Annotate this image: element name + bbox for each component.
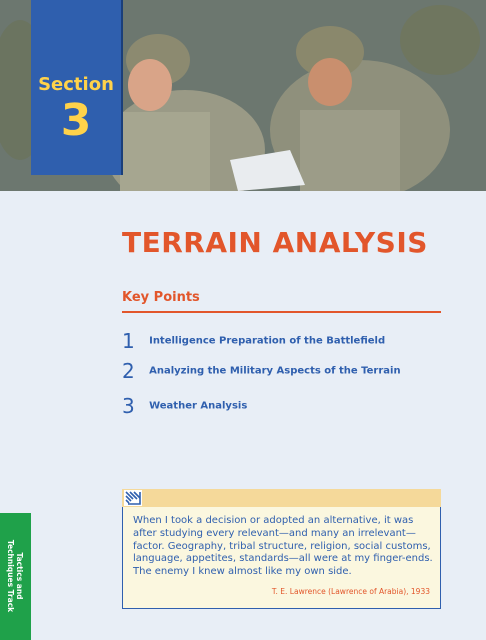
key-point-number: 2 bbox=[122, 359, 135, 383]
quote-attribution: T. E. Lawrence (Lawrence of Arabia), 1933 bbox=[271, 587, 430, 596]
section-box bbox=[31, 0, 123, 175]
section-number: 3 bbox=[60, 95, 92, 146]
quote-icon bbox=[124, 490, 142, 506]
side-tab bbox=[0, 513, 31, 640]
quote-header-bar bbox=[122, 489, 441, 507]
page-title: TERRAIN ANALYSIS bbox=[122, 226, 428, 259]
key-point-number: 1 bbox=[122, 329, 135, 353]
key-point-text: Analyzing the Military Aspects of the Terrain bbox=[149, 365, 401, 377]
key-point-text: Intelligence Preparation of the Battlefield bbox=[149, 335, 386, 347]
key-point-item bbox=[122, 329, 385, 353]
quote-text: When I took a decision or adopted an alternative, it was after studying every relevant—and many an irrelevant—factor. Geography, tribal structure, religion, social customs, language, appetites, standards—all were at my finger-ends. The enemy I knew almost like my own side. bbox=[133, 515, 433, 578]
side-tab-line1: Tactics and bbox=[15, 552, 24, 600]
side-tab-label bbox=[6, 540, 24, 612]
section-label: Section bbox=[38, 74, 114, 95]
quote-box bbox=[122, 507, 441, 609]
key-point-item bbox=[122, 394, 247, 418]
side-tab-line2: Techniques Track bbox=[6, 539, 15, 613]
key-point-number: 3 bbox=[122, 394, 135, 418]
key-point-text: Weather Analysis bbox=[149, 400, 248, 412]
key-point-item bbox=[122, 359, 401, 383]
key-points-heading: Key Points bbox=[122, 290, 200, 305]
key-points-divider bbox=[122, 311, 441, 313]
